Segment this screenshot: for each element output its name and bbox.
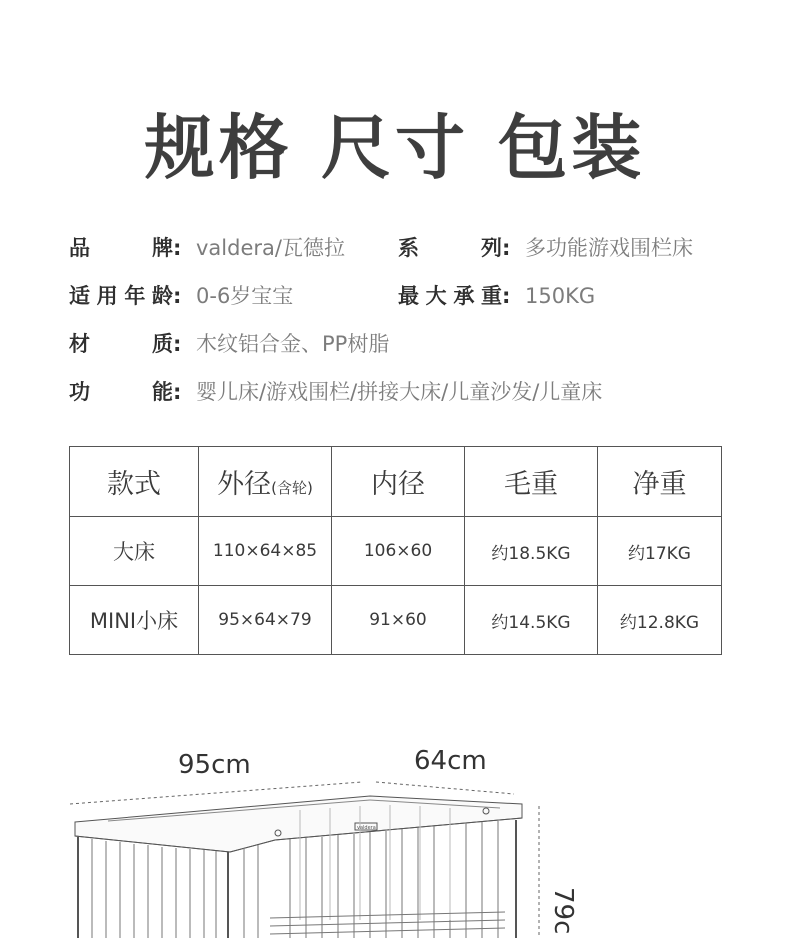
- table-cell: 110×64×85: [199, 517, 332, 586]
- header-outer-size: [199, 447, 332, 517]
- header-outer-label: 外径: [217, 469, 272, 500]
- spec-value-material: 木纹铝合金、PP树脂: [196, 332, 390, 356]
- colon: :: [502, 284, 511, 308]
- header-note: (含轮): [271, 479, 313, 497]
- spec-label-series: 系列: [398, 236, 502, 260]
- brand-tag-text: valdera: [357, 825, 376, 831]
- header-gross-weight: 毛重: [465, 447, 598, 517]
- crib-diagram: [0, 700, 790, 938]
- colon: :: [173, 332, 182, 356]
- colon: :: [502, 236, 511, 260]
- header-style: 款式: [70, 447, 199, 517]
- table-cell: 约14.5KG: [465, 586, 598, 655]
- table-cell: MINI小床: [70, 586, 199, 655]
- table-cell: 约18.5KG: [465, 517, 598, 586]
- spec-value-series: 多功能游戏围栏床: [525, 236, 693, 260]
- dimension-width: 64cm: [414, 746, 487, 776]
- colon: :: [173, 236, 182, 260]
- spec-label-brand: 品牌: [69, 236, 173, 260]
- spec-value-brand: valdera/瓦德拉: [196, 236, 345, 260]
- table-cell: 约12.8KG: [598, 586, 722, 655]
- colon: :: [173, 380, 182, 404]
- spec-value-max-load: 150KG: [525, 284, 596, 308]
- dimension-length: 95cm: [178, 750, 251, 780]
- spec-label-max-load: 最大承重: [398, 284, 502, 308]
- spec-label-material: 材质: [69, 332, 173, 356]
- colon: :: [173, 284, 182, 308]
- spec-label-function: 功能: [69, 380, 173, 404]
- table-cell: 约17KG: [598, 517, 722, 586]
- table-header-row: [70, 447, 722, 517]
- spec-label-age: 适用年龄: [69, 284, 173, 308]
- spec-value-function: 婴儿床/游戏围栏/拼接大床/儿童沙发/儿童床: [196, 380, 603, 404]
- table-cell: 大床: [70, 517, 199, 586]
- table-row: [70, 517, 722, 586]
- table-row: [70, 586, 722, 655]
- table-cell: 106×60: [332, 517, 465, 586]
- spec-value-age: 0-6岁宝宝: [196, 284, 294, 308]
- width-dimension-line: [376, 782, 514, 794]
- size-table: [69, 446, 722, 655]
- page-title: 规格 尺寸 包装: [144, 107, 646, 189]
- table-cell: 91×60: [332, 586, 465, 655]
- header-net-weight: 净重: [598, 447, 722, 517]
- table-cell: 95×64×79: [199, 586, 332, 655]
- dimension-height: 79c: [548, 887, 578, 935]
- header-inner-size: 内径: [332, 447, 465, 517]
